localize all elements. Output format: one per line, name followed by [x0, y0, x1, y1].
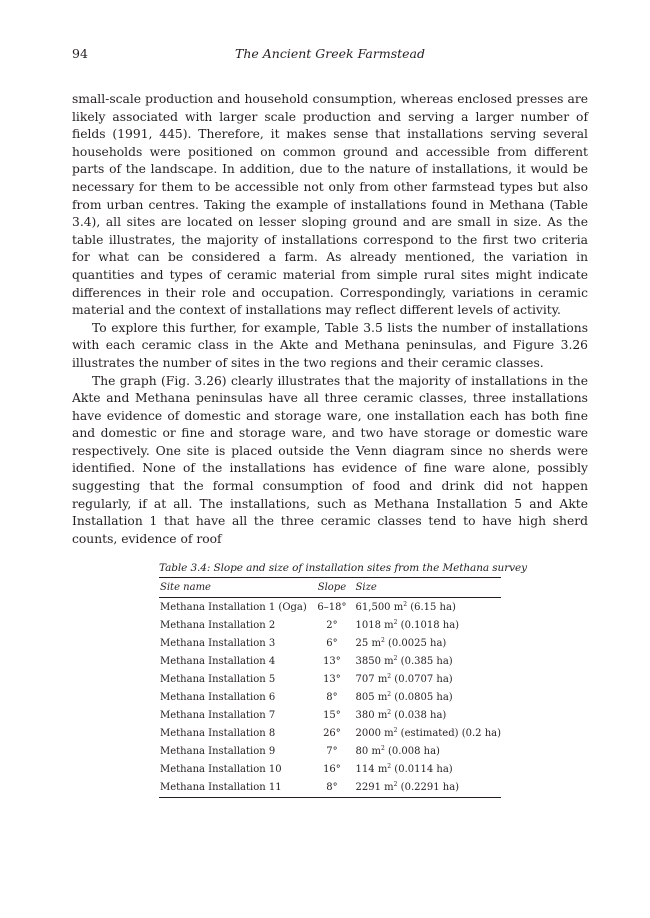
table-body [159, 598, 501, 798]
table-row [159, 779, 501, 798]
area-exponent: 2 [403, 600, 408, 608]
cell-site-name: Methana Installation 7 [160, 710, 276, 722]
paragraph: small-scale production and household consumption, whereas enclosed presses are likely associated with larger scale production and serving a larger number of fields (1991, 445). Therefore, it makes sense that installations serving several households were positioned on common ground and accessible from different parts of the landscape. In addition, due to the nature of installations, it would be necessary for them to be accessible not only from other farmstead types but also from urban centres. Taking the example of installations found in Methana (Table 3.4), all sites are located on lesser sloping ground and are small in size. As the table illustrates, the majority of installations correspond to the first two criteria for what can be considered a farm. As already mentioned, the variation in quantities and types of ceramic material from simple rural sites might indicate differences in their role and occupation. Correspondingly, variations in ceramic material and the context of installations may reflect different levels of activity. [72, 92, 588, 318]
cell-slope: 2° [326, 619, 338, 631]
area-exponent: 2 [380, 745, 385, 753]
area-exponent: 2 [387, 709, 392, 717]
cell-size [354, 779, 501, 798]
size-detail: (0.1018 ha) [397, 619, 460, 631]
table-caption: Table 3.4: Slope and size of installation sites from the Methana survey [159, 562, 527, 574]
cell-slope: 26° [323, 728, 341, 740]
area-exponent: 2 [387, 763, 392, 771]
size-value: 80 m [355, 746, 381, 758]
cell-site-name: Methana Installation 3 [160, 637, 276, 649]
table-row [159, 652, 501, 670]
cell-slope: 7° [326, 746, 338, 758]
cell-slope: 13° [323, 673, 341, 685]
cell-size [354, 616, 501, 634]
size-detail: (0.0805 ha) [391, 692, 453, 704]
table-row [159, 688, 501, 706]
cell-slope: 8° [326, 782, 338, 794]
size-detail: (0.008 ha) [384, 746, 440, 758]
size-value: 707 m [355, 673, 388, 685]
size-detail: (estimated) (0.2 ha) [397, 728, 501, 740]
cell-size [354, 652, 501, 670]
area-exponent: 2 [393, 781, 398, 789]
cell-site-name: Methana Installation 8 [160, 728, 276, 740]
size-detail: (0.2291 ha) [397, 782, 460, 794]
size-value: 61,500 m [355, 601, 404, 613]
cell-site-name: Methana Installation 9 [160, 746, 276, 758]
running-title: The Ancient Greek Farmstead [235, 46, 425, 61]
cell-site-name: Methana Installation 2 [160, 619, 276, 631]
table-row [159, 634, 501, 652]
size-detail: (0.038 ha) [391, 710, 447, 722]
cell-size [354, 707, 501, 725]
page-header [72, 46, 588, 64]
body-text [72, 91, 588, 548]
area-exponent: 2 [393, 654, 398, 662]
cell-slope: 6° [326, 637, 338, 649]
cell-size [354, 634, 501, 652]
size-value: 805 m [355, 692, 388, 704]
table-row [159, 743, 501, 761]
cell-site-name: Methana Installation 10 [160, 764, 282, 776]
cell-slope: 8° [326, 692, 338, 704]
size-detail: (0.0707 ha) [391, 673, 453, 685]
table-row [159, 670, 501, 688]
cell-slope: 6–18° [317, 601, 347, 613]
table-row [159, 616, 501, 634]
table-3-4 [159, 562, 527, 798]
area-exponent: 2 [380, 636, 385, 644]
column-header-size: Size [355, 581, 377, 593]
cell-site-name: Methana Installation 4 [160, 655, 276, 667]
cell-site-name: Methana Installation 1 (Oga) [160, 601, 307, 613]
size-value: 1018 m [355, 619, 394, 631]
cell-size [354, 670, 501, 688]
cell-size [354, 598, 501, 617]
size-value: 2000 m [355, 728, 394, 740]
table-row [159, 707, 501, 725]
table-row [159, 761, 501, 779]
table-header-row [159, 578, 501, 598]
area-exponent: 2 [387, 672, 392, 680]
cell-size [354, 725, 501, 743]
size-value: 2291 m [355, 782, 394, 794]
area-exponent: 2 [393, 727, 398, 735]
paragraph: The graph (Fig. 3.26) clearly illustrates that the majority of installations in the Akte and Methana peninsulas have all three ceramic classes, three installations have evidence of domestic and storage ware, one installation each has both fine and domestic or fine and storage ware, and two have storage or domestic ware respectively. One site is placed outside the Venn diagram since no sherds were identified. None of the installations has evidence of fine ware alone, possibly suggesting that the formal consumption of food and drink did not happen regularly, if at all. The installations, such as Methana Installation 5 and Akte Installation 1 that have all the three ceramic classes tend to have high sherd counts, evidence of roof [72, 373, 588, 546]
table-row [159, 725, 501, 743]
size-detail: (0.0025 ha) [384, 637, 447, 649]
size-value: 380 m [355, 710, 388, 722]
cell-site-name: Methana Installation 5 [160, 673, 276, 685]
paragraph: To explore this further, for example, Table 3.5 lists the number of installations with each ceramic class in the Akte and Methana peninsulas, and Figure 3.26 illustrates the number of sites in the two regions and their ceramic classes. [72, 320, 588, 370]
cell-size [354, 743, 501, 761]
column-header-slope: Slope [317, 581, 347, 593]
size-value: 114 m [355, 764, 388, 776]
size-value: 25 m [355, 637, 381, 649]
cell-size [354, 761, 501, 779]
area-exponent: 2 [393, 618, 398, 626]
column-header-site: Site name [160, 581, 211, 593]
cell-slope: 16° [323, 764, 341, 776]
page-number: 94 [72, 46, 88, 61]
cell-slope: 13° [323, 655, 341, 667]
data-table [159, 577, 501, 798]
size-detail: (0.0114 ha) [391, 764, 453, 776]
cell-slope: 15° [323, 710, 341, 722]
cell-size [354, 688, 501, 706]
area-exponent: 2 [387, 691, 392, 699]
cell-site-name: Methana Installation 11 [160, 782, 282, 794]
size-detail: (0.385 ha) [397, 655, 453, 667]
size-value: 3850 m [355, 655, 394, 667]
cell-site-name: Methana Installation 6 [160, 692, 276, 704]
table-row [159, 598, 501, 617]
size-detail: (6.15 ha) [407, 601, 456, 613]
